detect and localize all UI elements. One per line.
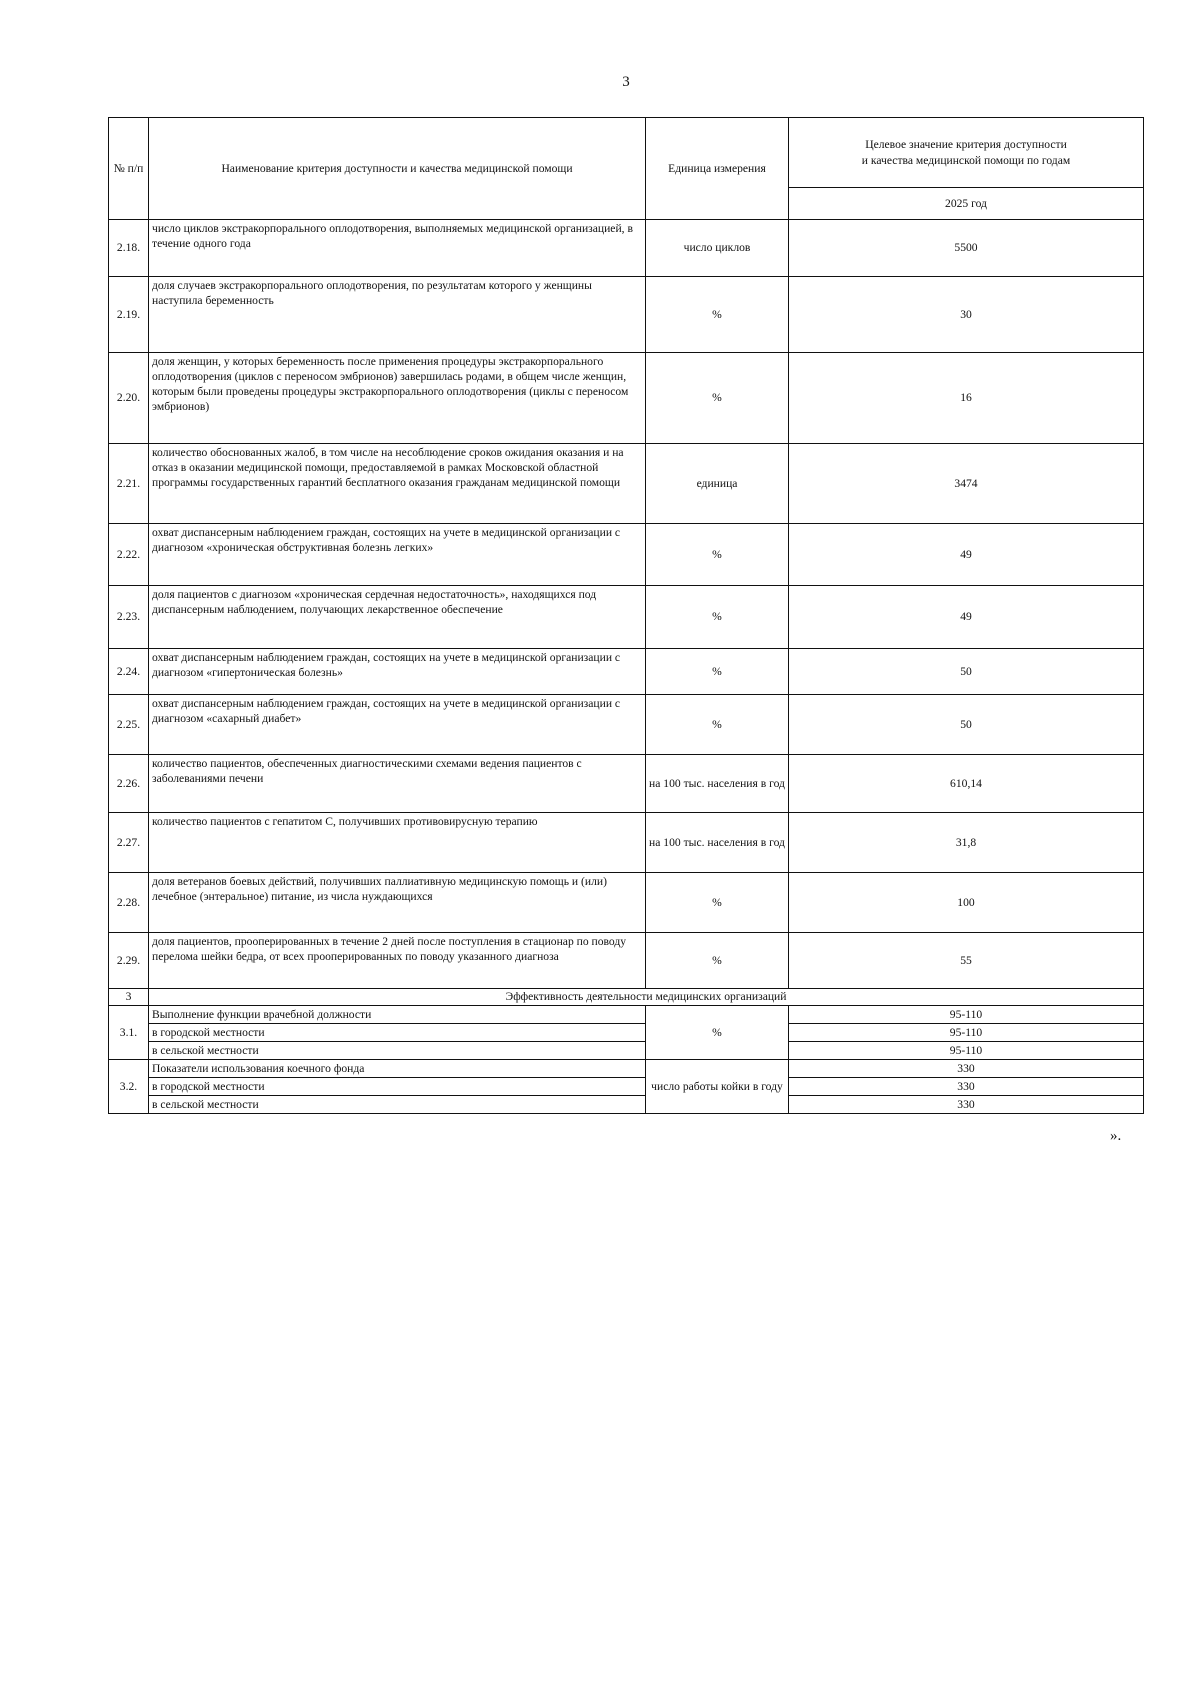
table-row	[109, 524, 1144, 586]
row-value: 330	[789, 1060, 1144, 1078]
row-criterion: в городской местности	[149, 1078, 646, 1096]
header-year: 2025 год	[789, 188, 1144, 220]
row-number: 2.21.	[109, 444, 149, 524]
table-row	[109, 649, 1144, 695]
table-row	[109, 444, 1144, 524]
table-row	[109, 220, 1144, 277]
row-unit: на 100 тыс. населения в год	[646, 813, 789, 873]
header-name: Наименование критерия доступности и качества медицинской помощи	[149, 118, 646, 220]
row-value: 49	[789, 586, 1144, 649]
row-number: 2.25.	[109, 695, 149, 755]
row-number: 3.2.	[109, 1060, 149, 1114]
table-row	[109, 1060, 1144, 1078]
row-value: 330	[789, 1078, 1144, 1096]
row-criterion: доля случаев экстракорпорального оплодотворения, по результатам которого у женщины наступила беременность	[149, 277, 646, 353]
row-criterion: охват диспансерным наблюдением граждан, состоящих на учете в медицинской организации с диагнозом «хроническая обструктивная болезнь легких»	[149, 524, 646, 586]
table-row	[109, 353, 1144, 444]
row-number: 2.27.	[109, 813, 149, 873]
row-unit: %	[646, 524, 789, 586]
row-value: 16	[789, 353, 1144, 444]
table-row	[109, 277, 1144, 353]
header-num: № п/п	[109, 118, 149, 220]
row-value: 95-110	[789, 1024, 1144, 1042]
row-unit: %	[646, 933, 789, 989]
row-number: 3.1.	[109, 1006, 149, 1060]
row-number: 2.23.	[109, 586, 149, 649]
row-number: 2.28.	[109, 873, 149, 933]
row-criterion: доля пациентов с диагнозом «хроническая сердечная недостаточность», находящихся под диспансерным наблюдением, получающих лекарственное обеспечение	[149, 586, 646, 649]
row-number: 2.22.	[109, 524, 149, 586]
row-unit: %	[646, 586, 789, 649]
row-value: 3474	[789, 444, 1144, 524]
table-row	[109, 1042, 1144, 1060]
row-number: 2.24.	[109, 649, 149, 695]
row-criterion: в сельской местности	[149, 1096, 646, 1114]
table-row	[109, 695, 1144, 755]
row-unit: число циклов	[646, 220, 789, 277]
row-unit: %	[646, 277, 789, 353]
row-criterion: доля ветеранов боевых действий, получивших паллиативную медицинскую помощь и (или) лечебное (энтеральное) питание, из числа нуждающихся	[149, 873, 646, 933]
row-criterion: доля пациентов, прооперированных в течение 2 дней после поступления в стационар по поводу перелома шейки бедра, от всех прооперированных по поводу указанного диагноза	[149, 933, 646, 989]
table-row	[109, 1078, 1144, 1096]
header-unit: Единица измерения	[646, 118, 789, 220]
row-unit: число работы койки в году	[646, 1060, 789, 1114]
row-criterion: доля женщин, у которых беременность после применения процедуры экстракорпорального оплодотворения (циклов с переносом эмбрионов) завершилась родами, в общем числе женщин, которым были проведены процедуры экстракорпорального оплодотворения (циклы с переносом эмбрионов)	[149, 353, 646, 444]
row-number: 2.20.	[109, 353, 149, 444]
row-value: 49	[789, 524, 1144, 586]
table-row	[109, 1006, 1144, 1024]
page-number: 3	[622, 74, 630, 90]
row-value: 610,14	[789, 755, 1144, 813]
closing-quote: ».	[1110, 1128, 1122, 1144]
row-criterion: в сельской местности	[149, 1042, 646, 1060]
row-value: 100	[789, 873, 1144, 933]
row-value: 31,8	[789, 813, 1144, 873]
section-number: 3	[109, 989, 149, 1006]
row-value: 50	[789, 695, 1144, 755]
row-value: 55	[789, 933, 1144, 989]
row-number: 2.19.	[109, 277, 149, 353]
row-criterion: Выполнение функции врачебной должности	[149, 1006, 646, 1024]
row-number: 2.18.	[109, 220, 149, 277]
row-criterion: количество пациентов, обеспеченных диагностическими схемами ведения пациентов с заболеваниями печени	[149, 755, 646, 813]
table-row	[109, 933, 1144, 989]
row-unit: %	[646, 649, 789, 695]
header-row	[109, 118, 1144, 188]
criteria-table	[108, 117, 1144, 1114]
row-unit: на 100 тыс. населения в год	[646, 755, 789, 813]
row-number: 2.29.	[109, 933, 149, 989]
row-unit: %	[646, 873, 789, 933]
row-value: 50	[789, 649, 1144, 695]
row-unit: единица	[646, 444, 789, 524]
row-criterion: количество пациентов с гепатитом С, получивших противовирусную терапию	[149, 813, 646, 873]
row-value: 95-110	[789, 1006, 1144, 1024]
table-row	[109, 873, 1144, 933]
header-target: Целевое значение критерия доступности и качества медицинской помощи по годам	[789, 118, 1144, 188]
table-row	[109, 813, 1144, 873]
section-title: Эффективность деятельности медицинских организаций	[149, 989, 1144, 1006]
row-value: 5500	[789, 220, 1144, 277]
row-unit: %	[646, 695, 789, 755]
row-unit: %	[646, 1006, 789, 1060]
row-criterion: Показатели использования коечного фонда	[149, 1060, 646, 1078]
row-number: 2.26.	[109, 755, 149, 813]
section-row	[109, 989, 1144, 1006]
row-value: 30	[789, 277, 1144, 353]
table-row	[109, 586, 1144, 649]
row-criterion: охват диспансерным наблюдением граждан, состоящих на учете в медицинской организации с диагнозом «гипертоническая болезнь»	[149, 649, 646, 695]
table-row	[109, 1096, 1144, 1114]
row-criterion: охват диспансерным наблюдением граждан, состоящих на учете в медицинской организации с диагнозом «сахарный диабет»	[149, 695, 646, 755]
row-unit: %	[646, 353, 789, 444]
table-row	[109, 1024, 1144, 1042]
row-value: 95-110	[789, 1042, 1144, 1060]
row-value: 330	[789, 1096, 1144, 1114]
row-criterion: количество обоснованных жалоб, в том числе на несоблюдение сроков ожидания оказания и на отказ в оказании медицинской помощи, предоставляемой в рамках Московской областной программы государственных гарантий бесплатного оказания гражданам медицинской помощи	[149, 444, 646, 524]
row-criterion: число циклов экстракорпорального оплодотворения, выполняемых медицинской организацией, в течение одного года	[149, 220, 646, 277]
row-criterion: в городской местности	[149, 1024, 646, 1042]
table-row	[109, 755, 1144, 813]
